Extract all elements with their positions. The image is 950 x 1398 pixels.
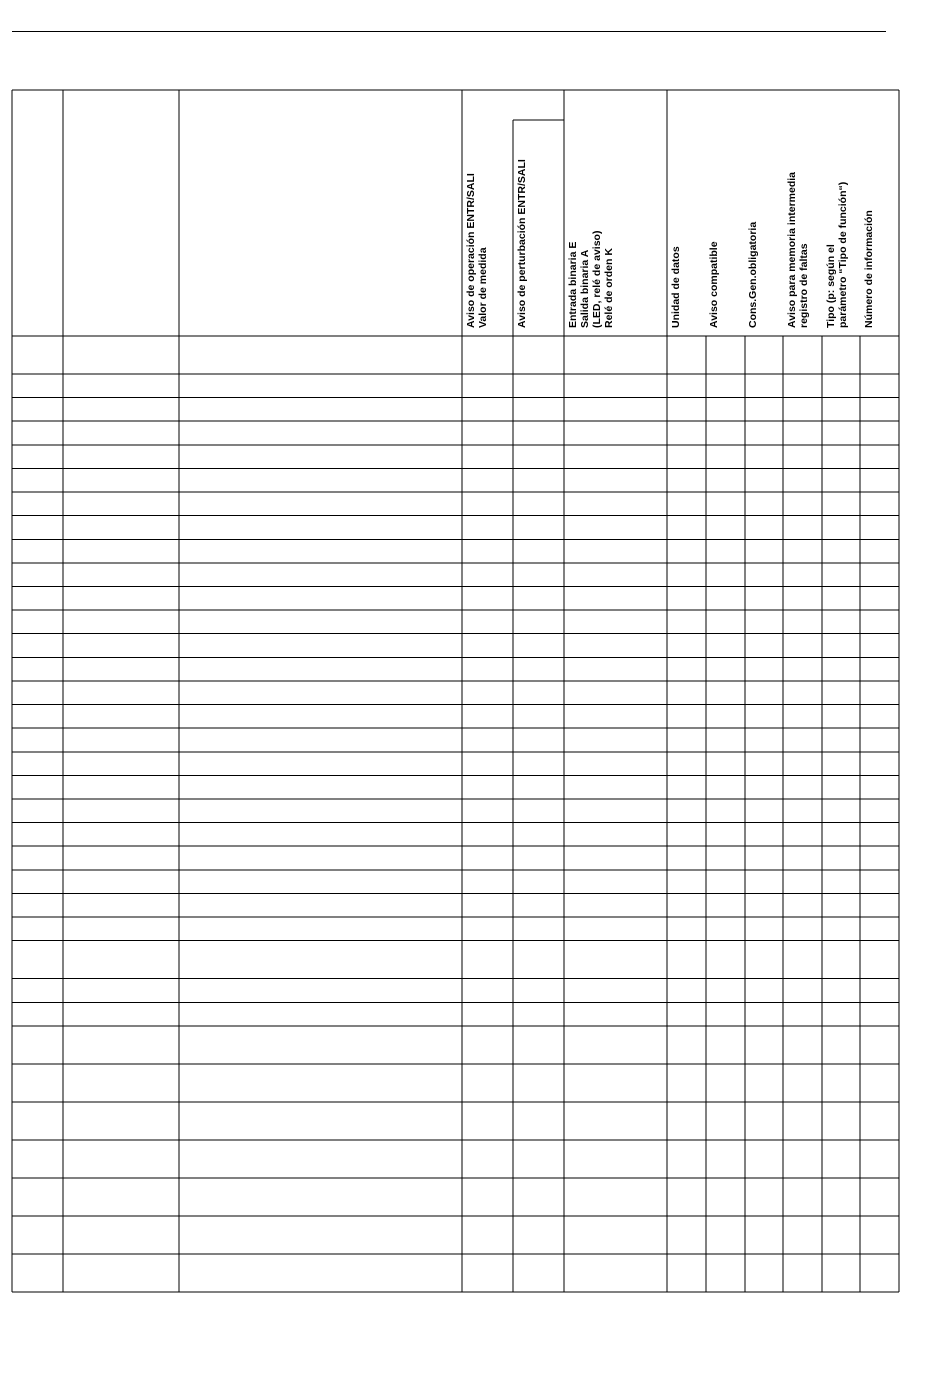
header-aviso-operacion [465, 173, 489, 328]
header-aviso-compatible [708, 241, 720, 328]
header-cons-gen [747, 222, 759, 328]
header-unidad-datos-line1: Unidad de datos [670, 246, 682, 328]
header-tipo-line1: Tipo (p: según el [825, 244, 837, 328]
header-aviso-perturbacion [516, 159, 528, 328]
header-numero-info [863, 210, 875, 328]
header-numero-info-line1: Número de información [863, 210, 875, 328]
header-aviso-memoria [786, 172, 810, 328]
header-aviso-compatible-line1: Aviso compatible [708, 241, 720, 328]
header-cons-gen-line1: Cons.Gen.obligatoria [747, 221, 759, 328]
header-tipo [825, 182, 849, 328]
header-aviso-operacion-line2: Valor de medida [477, 247, 489, 328]
header-unidad-datos [670, 246, 682, 328]
header-tipo-line2: parámetro “Tipo de función“) [837, 181, 849, 328]
header-entrada-binaria-line1: Entrada binaria E [567, 241, 579, 328]
header-aviso-perturbacion-line1: Aviso de perturbación ENTR/SALI [516, 159, 528, 328]
header-aviso-operacion-line1: Aviso de operación ENTR/SALI [465, 173, 477, 328]
header-entrada-binaria [567, 231, 615, 328]
header-aviso-memoria-line1: Aviso para memoria intermedia [786, 171, 798, 328]
header-entrada-binaria-line2: Salida binaria A [579, 249, 591, 328]
header-aviso-memoria-line2: registro de faltas [798, 243, 810, 328]
header-entrada-binaria-line3: (LED, relé de aviso) [591, 230, 603, 328]
header-entrada-binaria-line4: Relé de orden K [603, 248, 615, 328]
